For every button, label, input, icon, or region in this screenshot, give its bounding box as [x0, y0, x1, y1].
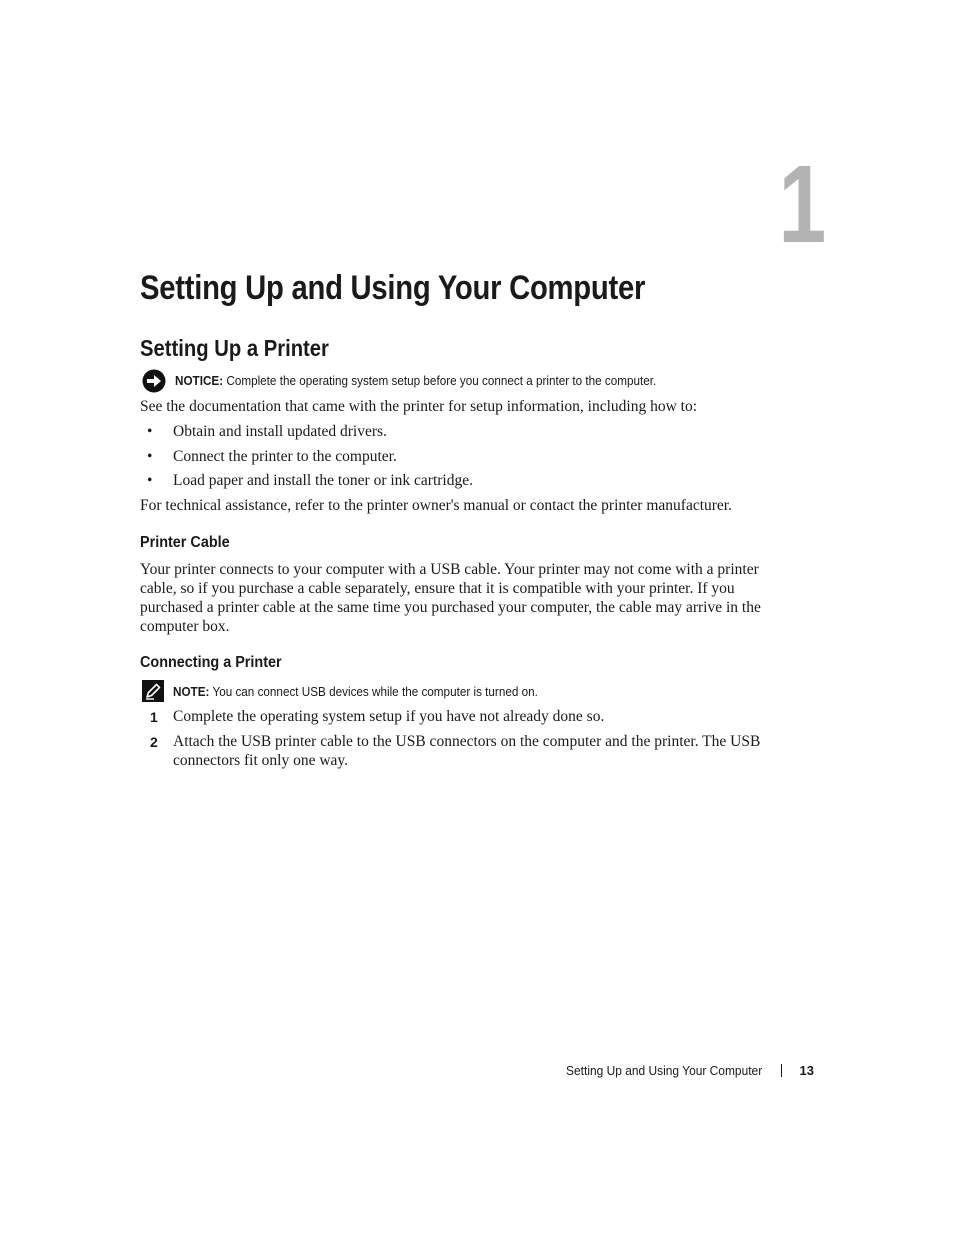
list-item — [140, 707, 800, 726]
page-footer — [549, 1062, 814, 1080]
footer-divider — [781, 1064, 782, 1077]
chapter-number: 1 — [778, 143, 826, 266]
setup-bullet-list — [140, 422, 800, 496]
footer-title: Setting Up and Using Your Computer — [566, 1063, 763, 1078]
note-callout — [140, 680, 800, 704]
printer-cable-heading: Printer Cable — [140, 534, 230, 551]
connection-steps-list — [140, 707, 800, 776]
connecting-printer-heading: Connecting a Printer — [140, 654, 282, 671]
paragraph-line: cable, so if you purchase a cable separately, ensure that it is compatible with your printer. If you — [140, 580, 735, 597]
printer-cable-paragraph — [140, 560, 800, 636]
notice-arrow-icon — [142, 369, 166, 393]
page-number: 13 — [799, 1063, 814, 1078]
note-text — [173, 684, 538, 700]
notice-label: NOTICE: — [175, 373, 224, 388]
list-item — [140, 447, 800, 472]
step-text: connectors fit only one way. — [173, 752, 349, 769]
notice-message: Complete the operating system setup before you connect a printer to the computer. — [226, 373, 657, 388]
step-number: 1 — [150, 709, 158, 725]
section-title: Setting Up a Printer — [140, 335, 329, 361]
note-message: You can connect USB devices while the computer is turned on. — [212, 684, 538, 699]
step-text: Complete the operating system setup if you have not already done so. — [173, 708, 605, 725]
list-item — [140, 422, 800, 447]
bullet-text: Obtain and install updated drivers. — [173, 423, 387, 440]
notice-callout — [140, 369, 800, 393]
assistance-paragraph: For technical assistance, refer to the printer owner's manual or contact the printer manufacturer. — [140, 497, 732, 514]
paragraph-line: computer box. — [140, 618, 230, 635]
list-item — [140, 471, 800, 496]
bullet-icon: • — [147, 447, 153, 465]
paragraph-line: purchased a printer cable at the same time you purchased your computer, the cable may arrive in the — [140, 599, 761, 616]
step-text: Attach the USB printer cable to the USB connectors on the computer and the printer. The USB — [173, 733, 761, 750]
bullet-icon: • — [147, 472, 153, 489]
notice-text — [175, 373, 656, 389]
bullet-text: Connect the printer to the computer. — [173, 447, 397, 465]
note-pencil-icon — [142, 680, 164, 702]
list-item — [140, 732, 800, 770]
note-label: NOTE: — [173, 684, 210, 699]
step-number: 2 — [150, 734, 158, 750]
paragraph-line: Your printer connects to your computer with a USB cable. Your printer may not come with a printer — [140, 561, 759, 578]
bullet-text: Load paper and install the toner or ink cartridge. — [173, 472, 473, 489]
chapter-title: Setting Up and Using Your Computer — [140, 269, 646, 307]
bullet-icon: • — [147, 423, 153, 440]
intro-paragraph: See the documentation that came with the printer for setup information, including how to: — [140, 398, 698, 415]
